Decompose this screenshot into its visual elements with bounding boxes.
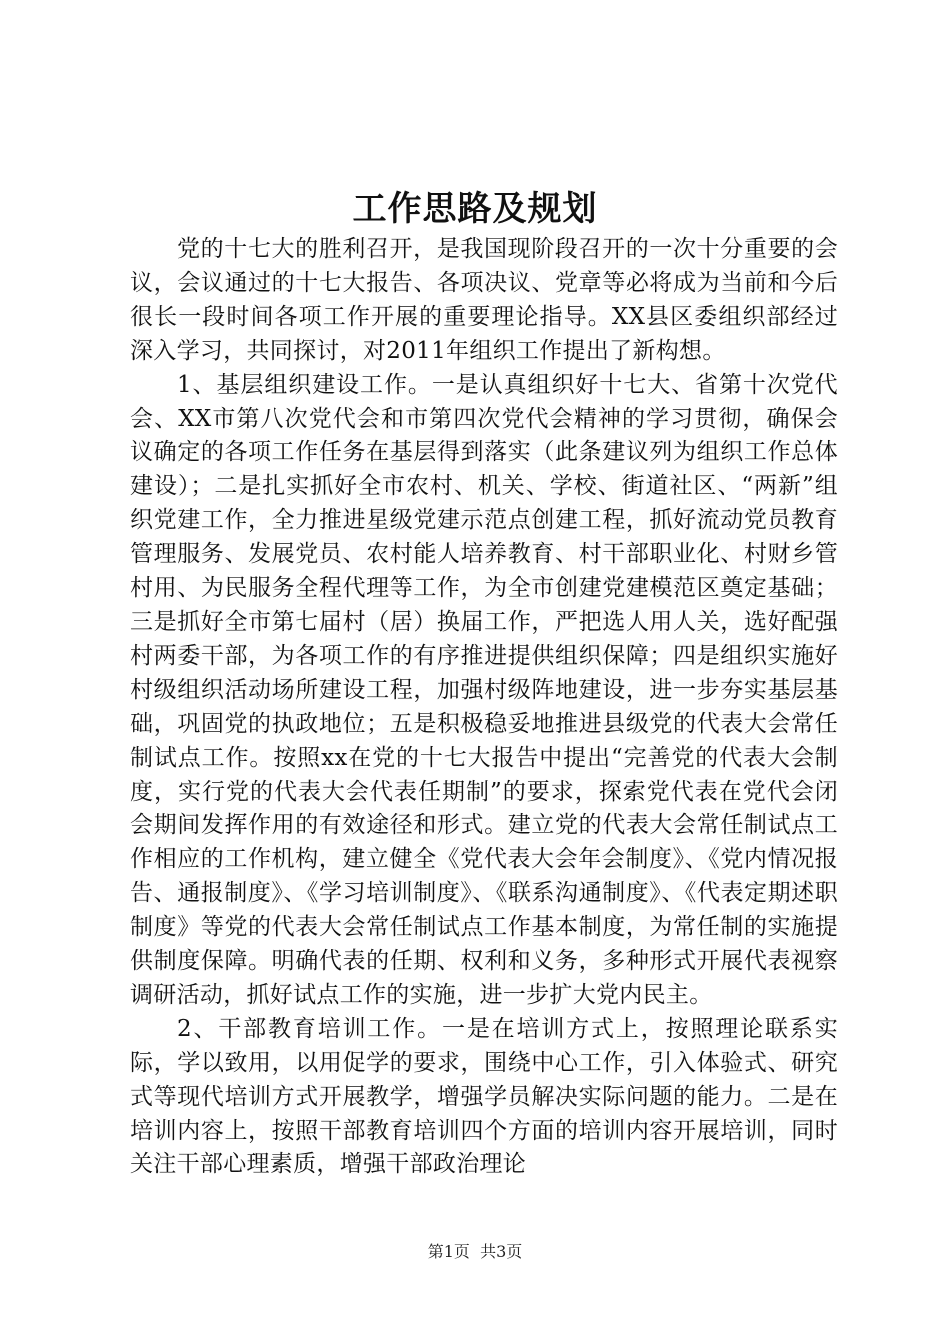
page-number: 第1页 xyxy=(427,1242,470,1261)
page-footer xyxy=(0,1241,950,1263)
paragraph-grassroots-organization: 1、基层组织建设工作。一是认真组织好十七大、省第十次党代会、XX市第八次党代会和市第四次党代会精神的学习贯彻，确保会议确定的各项工作任务在基层得到落实（此条建议列为组织工作总体建设）；二是扎实抓好全市农村、机关、学校、街道社区、“两新”组织党建工作，全力推进星级党建示范点创建工程，抓好流动党员教育管理服务、发展党员、农村能人培养教育、村干部职业化、村财乡管村用、为民服务全程代理等工作，为全市创建党建模范区奠定基础；三是抓好全市第七届村（居）换届工作，严把选人用人关，选好配强村两委干部，为各项工作的有序推进提供组织保障；四是组织实施好村级组织活动场所建设工程，加强村级阵地建设，进一步夯实基层基础，巩固党的执政地位；五是积极稳妥地推进县级党的代表大会常任制试点工作。按照xx在党的十七大报告中提出“完善党的代表大会制度，实行党的代表大会代表任期制”的要求，探索党代表在党代会闭会期间发挥作用的有效途径和形式。建立党的代表大会常任制试点工作相应的工作机构，建立健全《党代表大会年会制度》、《党内情况报告、通报制度》、《学习培训制度》、《联系沟通制度》、《代表定期述职制度》等党的代表大会常任制试点工作基本制度，为常任制的实施提供制度保障。明确代表的任期、权利和义务，多种形式开展代表视察调研活动，抓好试点工作的实施，进一步扩大党内民主。 xyxy=(130,371,838,1008)
paragraph-cadre-training: 2、干部教育培训工作。一是在培训方式上，按照理论联系实际，学以致用，以用促学的要求，围绕中心工作，引入体验式、研究式等现代培训方式开展教学，增强学员解决实际问题的能力。二是在培训内容上，按照干部教育培训四个方面的培训内容开展培训，同时关注干部心理素质，增强干部政治理论 xyxy=(130,1015,838,1178)
page-title: 工作思路及规划 xyxy=(352,189,598,229)
page-total: 共3页 xyxy=(480,1242,523,1261)
paragraph-intro: 党的十七大的胜利召开，是我国现阶段召开的一次十分重要的会议，会议通过的十七大报告、各项决议、党章等必将成为当前和今后很长一段时间各项工作开展的重要理论指导。XX县区委组织部经过深入学习，共同探讨，对2011年组织工作提出了新构想。 xyxy=(130,236,838,364)
document-body xyxy=(130,233,838,1182)
